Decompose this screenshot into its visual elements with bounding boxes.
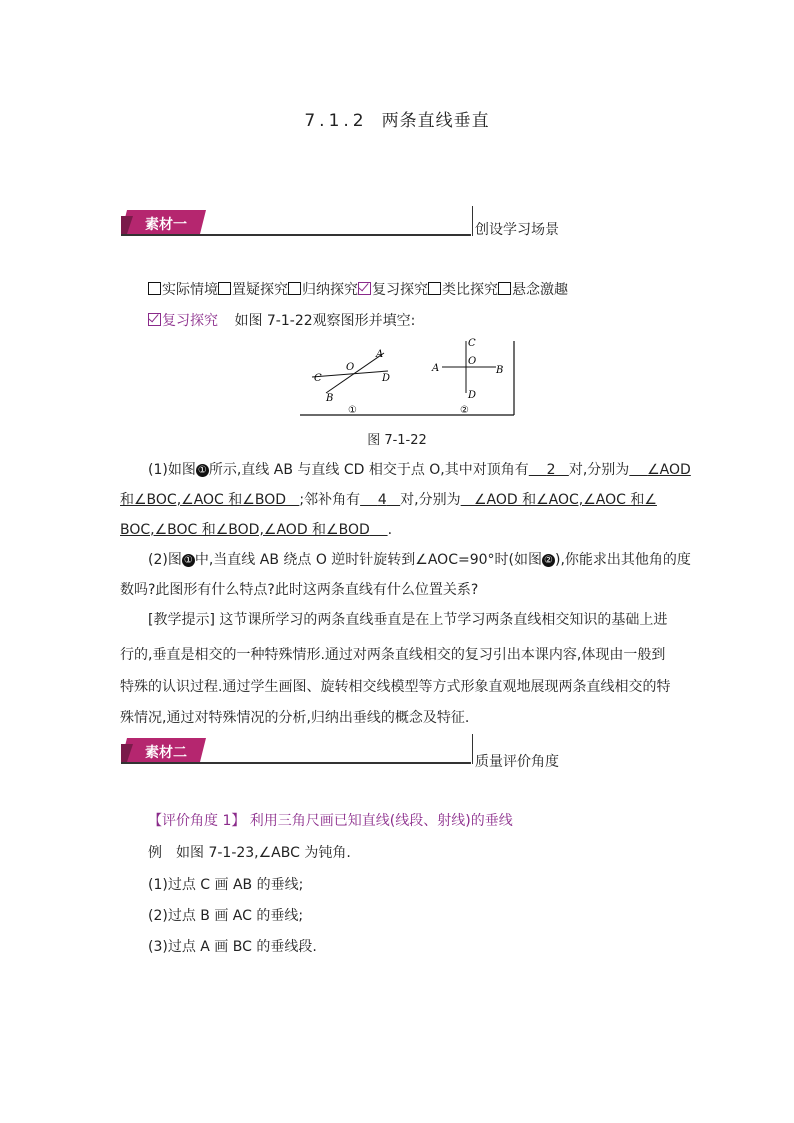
- section-2-label: 质量评价角度: [475, 754, 559, 770]
- review-line: [148, 311, 415, 331]
- banner-divider: [472, 206, 474, 236]
- page-title: [0, 106, 794, 131]
- q2-text: 中,当直线 AB 绕点 O 逆时针旋转到∠AOC=90°时(如图: [194, 552, 542, 568]
- q2-text: (2)图: [148, 552, 182, 568]
- q1-line-2: [120, 485, 657, 515]
- circled-one: ①: [182, 554, 195, 567]
- q1-text: ;邻补角有: [299, 492, 361, 508]
- title-text: 两条直线垂直: [381, 111, 490, 131]
- checkbox-icon: [428, 282, 441, 295]
- review-text: 如图 7-1-22观察图形并填空:: [234, 313, 416, 329]
- answer-blank: [360, 492, 400, 508]
- answer-value: BOC,∠BOC 和∠BOD,∠AOD 和∠BOD: [120, 522, 370, 538]
- options-row: [148, 280, 568, 300]
- eval-heading: 【评价角度 1】 利用三角尺画已知直线(线段、射线)的垂线: [148, 813, 513, 829]
- answer-value: ∠AOD 和∠AOC,∠AOC 和∠: [473, 492, 657, 508]
- fig1-point-o: O: [346, 362, 355, 373]
- example-text: 例 如图 7-1-23,∠ABC 为钝角.: [148, 845, 351, 861]
- hint-line-3: 特殊的认识过程.通过学生画图、旋转相交线模型等方式形象直观地展现两条直线相交的特: [120, 679, 671, 695]
- option-label: 复习探究: [372, 282, 428, 298]
- fig2-point-c: C: [468, 338, 476, 349]
- q1-line-3: [120, 515, 392, 545]
- answer-value: 和∠BOC,∠AOC 和∠BOD: [120, 492, 286, 508]
- eval-item: (1)过点 C 画 AB 的垂线;: [148, 877, 304, 893]
- section-banner-2: [121, 734, 473, 764]
- hint-line-1: [教学提示] 这节课所学习的两条直线垂直是在上节学习两条直线相交知识的基础上进: [148, 612, 668, 628]
- hint-line-2: 行的,垂直是相交的一种特殊情形.通过对两条直线相交的复习引出本课内容,体现由一般到: [120, 647, 666, 663]
- q2-line-2: 数吗?此图形有什么特点?此时这两条直线有什么位置关系?: [120, 582, 479, 598]
- checkbox-icon: [218, 282, 231, 295]
- checked-box-icon: [358, 282, 371, 295]
- checkbox-icon: [148, 282, 161, 295]
- q1-line-1: [148, 455, 691, 485]
- section-banner-1: [121, 206, 473, 236]
- option-label: 类比探究: [442, 282, 498, 298]
- answer-blank: [629, 462, 691, 478]
- fig1-point-c: C: [314, 373, 322, 384]
- checked-box-icon: [148, 313, 161, 326]
- answer-value: ∠AOD: [647, 462, 691, 478]
- answer-blank: [120, 522, 388, 538]
- answer-value: 2: [546, 462, 556, 478]
- fig2-point-b: B: [496, 365, 504, 376]
- fig2-point-o: O: [468, 356, 477, 367]
- banner-underline: [121, 234, 471, 236]
- banner-divider: [472, 734, 474, 764]
- fig1-label: ①: [348, 405, 357, 416]
- option-label: 置疑探究: [232, 282, 288, 298]
- checkbox-icon: [498, 282, 511, 295]
- q1-text: 对,分别为: [568, 462, 630, 478]
- fig2-point-a: A: [432, 363, 440, 374]
- q2-line-1: [148, 545, 691, 575]
- answer-blank: [529, 462, 569, 478]
- q2-text: ),你能求出其他角的度: [554, 552, 691, 568]
- eval-item: (2)过点 B 画 AC 的垂线;: [148, 908, 304, 924]
- answer-value: 4: [377, 492, 387, 508]
- answer-blank: [120, 492, 299, 508]
- fig1-point-d: D: [382, 373, 391, 384]
- section-tab-2-label: 素材二: [145, 745, 187, 761]
- figure-7-1-22: [300, 335, 520, 417]
- review-tag: 复习探究: [162, 313, 218, 329]
- circled-two: ②: [542, 554, 555, 567]
- circled-one: ①: [196, 464, 209, 477]
- checkbox-icon: [288, 282, 301, 295]
- q1-text: 所示,直线 AB 与直线 CD 相交于点 O,其中对顶角有: [208, 462, 529, 478]
- answer-blank: [461, 492, 657, 508]
- fig1-point-b: B: [326, 393, 334, 404]
- option-label: 实际情境: [162, 282, 218, 298]
- hint-line-4: 殊情况,通过对特殊情况的分析,归纳出垂线的概念及特征.: [120, 710, 470, 726]
- q1-text: 对,分别为: [400, 492, 461, 508]
- fig2-point-d: D: [468, 390, 477, 401]
- section-number: 7.1.2: [304, 111, 368, 131]
- figure-caption: 图 7-1-22: [367, 433, 427, 448]
- fig2-label: ②: [460, 405, 469, 416]
- eval-item: (3)过点 A 画 BC 的垂线段.: [148, 939, 317, 955]
- fig1-point-a: A: [376, 349, 384, 360]
- option-label: 悬念激趣: [512, 282, 568, 298]
- option-label: 归纳探究: [302, 282, 358, 298]
- banner-underline: [121, 762, 471, 764]
- section-tab-1-label: 素材一: [145, 217, 187, 233]
- section-1-label: 创设学习场景: [475, 222, 559, 238]
- q1-text: (1)如图: [148, 462, 196, 478]
- q1-text: .: [387, 522, 393, 538]
